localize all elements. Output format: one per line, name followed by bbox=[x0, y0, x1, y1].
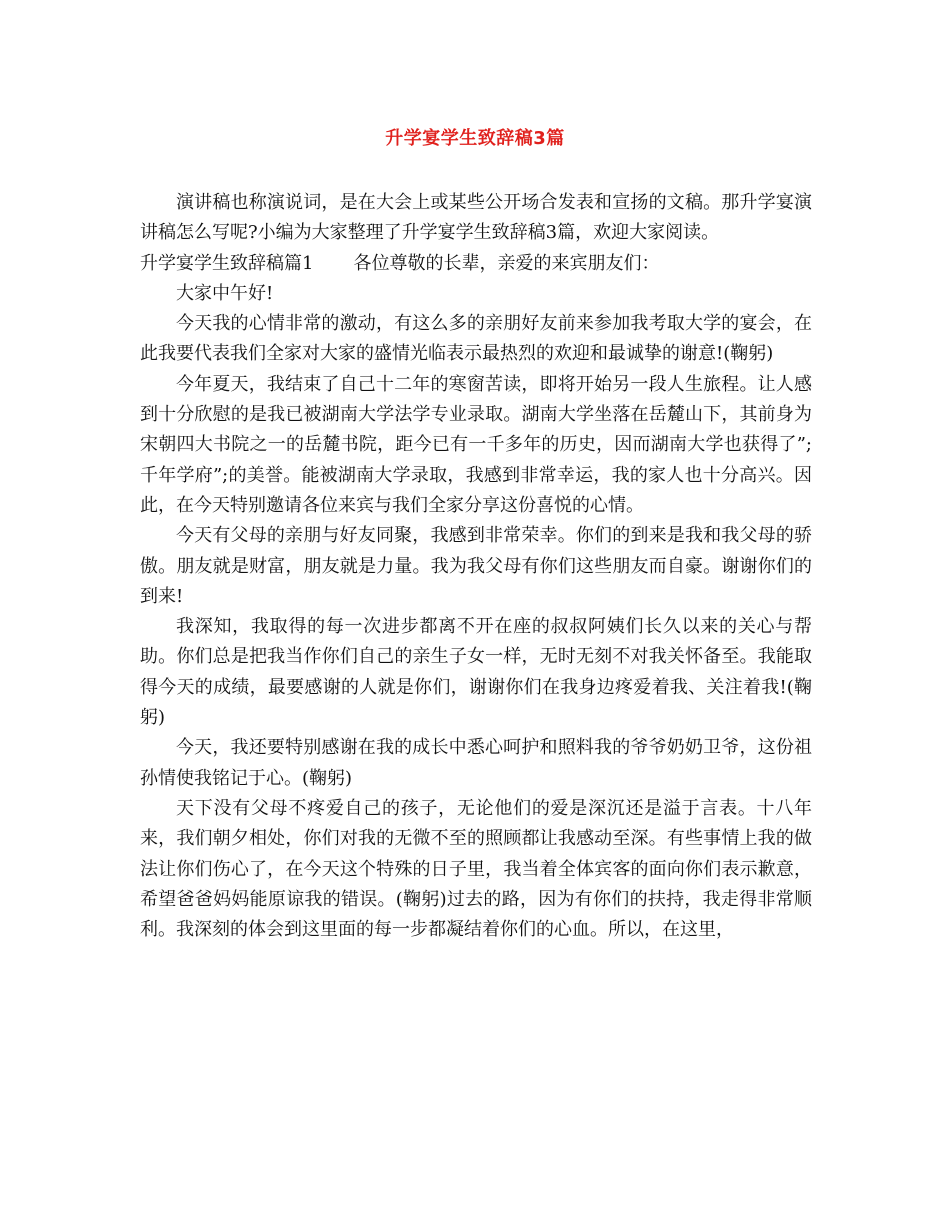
document-body bbox=[140, 188, 812, 945]
intro-paragraph: 演讲稿也称演说词，是在大会上或某些公开场合发表和宣扬的文稿。那升学宴演讲稿怎么写呢?小编为大家整理了升学宴学生致辞稿3篇，欢迎大家阅读。 bbox=[140, 192, 812, 244]
paragraph: 我深知，我取得的每一次进步都离不开在座的叔叔阿姨们长久以来的关心与帮助。你们总是把我当作你们自己的亲生子女一样，无时无刻不对我关怀备至。我能取得今天的成绩，最要感谢的人就是你们，谢谢你们在我身边疼爱着我、关注着我!(鞠躬) bbox=[140, 616, 812, 729]
salutation: 各位尊敬的长辈，亲爱的来宾朋友们： bbox=[353, 252, 660, 274]
paragraph: 天下没有父母不疼爱自己的孩子，无论他们的爱是深沉还是溢于言表。十八年来，我们朝夕相处，你们对我的无微不至的照顾都让我感动至深。有些事情上我的做法让你们伤心了，在今天这个特殊的日子里，我当着全体宾客的面向你们表示歉意，希望爸爸妈妈能原谅我的错误。(鞠躬)过去的路，因为有你们的扶持，我走得非常顺利。我深刻的体会到这里面的每一步都凝结着你们的心血。所以，在这里， bbox=[140, 797, 812, 941]
paragraph: 今天，我还要特别感谢在我的成长中悉心呵护和照料我的爷爷奶奶卫爷，这份祖孙情使我铭记于心。(鞠躬) bbox=[140, 737, 812, 789]
paragraph: 今天我的心情非常的激动，有这么多的亲朋好友前来参加我考取大学的宴会，在此我要代表我们全家对大家的盛情光临表示最热烈的欢迎和最诚挚的谢意!(鞠躬) bbox=[140, 313, 812, 365]
section-heading-line bbox=[140, 249, 812, 279]
document-title: 升学宴学生致辞稿3篇 bbox=[385, 128, 565, 149]
paragraph: 今天有父母的亲朋与好友同聚，我感到非常荣幸。你们的到来是我和我父母的骄傲。朋友就是财富，朋友就是力量。我为我父母有你们这些朋友而自豪。谢谢你们的到来! bbox=[140, 525, 812, 607]
paragraph: 大家中午好! bbox=[176, 282, 274, 304]
paragraph: 今年夏天，我结束了自己十二年的寒窗苦读，即将开始另一段人生旅程。让人感到十分欣慰的是我已被湖南大学法学专业录取。湖南大学坐落在岳麓山下，其前身为宋朝四大书院之一的岳麓书院，距今已有一千多年的历史，因而湖南大学也获得了”;千年学府”;的美誉。能被湖南大学录取，我感到非常幸运，我的家人也十分高兴。因此，在今天特别邀请各位来宾与我们全家分享这份喜悦的心情。 bbox=[140, 373, 812, 516]
section-heading: 升学宴学生致辞稿篇1 bbox=[140, 252, 314, 274]
